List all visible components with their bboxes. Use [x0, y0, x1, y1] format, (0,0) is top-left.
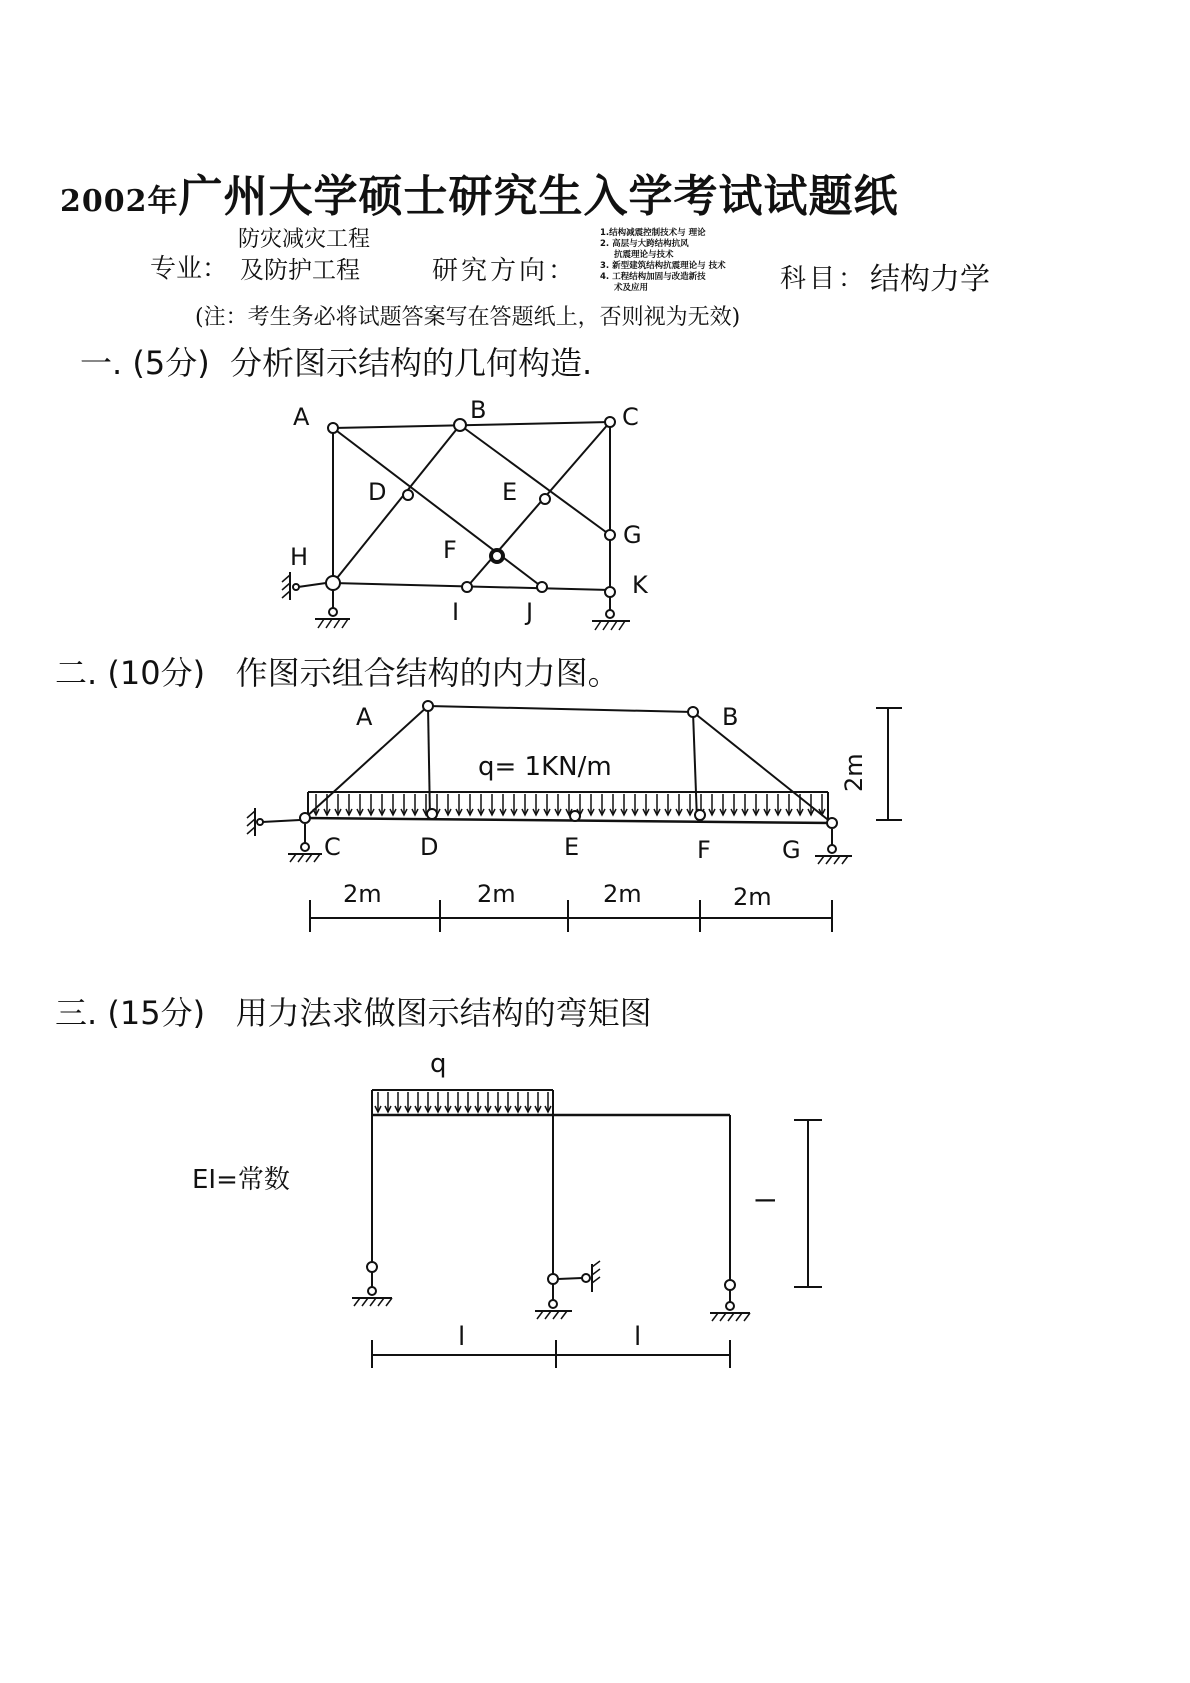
node-label-f: F [443, 536, 457, 564]
node-label-g: G [623, 521, 642, 549]
span-label-4: 2m [733, 883, 772, 911]
hinge-d [427, 809, 437, 819]
exam-note: (注：考生务必将试题答案写在答题纸上，否则视为无效) [195, 305, 741, 330]
support-middle [535, 1261, 600, 1319]
hinge-a [328, 423, 338, 433]
figure-1-truss [282, 396, 649, 630]
stiffness-label: EI=常数 [192, 1165, 290, 1195]
member-b-f [693, 712, 697, 820]
exam-year: 2002年 [60, 184, 179, 219]
hinge-f [491, 550, 503, 562]
node-label-c: C [622, 403, 639, 431]
load-arrows [313, 794, 825, 815]
member-diagonal-h-b [333, 425, 460, 583]
node-label-a: A [293, 403, 310, 431]
span-dimension [372, 1340, 730, 1368]
hinge-b [688, 707, 698, 717]
beam-cg [305, 818, 832, 823]
major-line2: 及防护工程 [240, 256, 360, 284]
question-3-number: 三. [55, 994, 98, 1032]
node-label-f: F [697, 836, 711, 864]
support-c [247, 808, 322, 862]
major-label: 专业： [150, 254, 229, 284]
support-left [352, 1262, 392, 1306]
subject-label: 科目： [780, 264, 868, 294]
hinge-e [570, 811, 580, 821]
span-label-1: l [458, 1322, 466, 1352]
question-2-score: (10分) [107, 654, 206, 692]
hinge-f [695, 810, 705, 820]
node-label-g: G [782, 836, 801, 864]
node-label-b: B [470, 396, 487, 424]
member-b-g [693, 712, 832, 823]
height-label: 2m [840, 753, 868, 792]
hinge-a [423, 701, 433, 711]
hinge-k [605, 587, 615, 597]
hinge-g [605, 530, 615, 540]
question-2-number: 二. [55, 654, 98, 692]
question-2-text: 作图示组合结构的内力图。 [235, 654, 620, 692]
hinge-e [540, 494, 550, 504]
node-label-h: H [290, 543, 309, 571]
load-arrows [375, 1092, 551, 1112]
node-label-i: I [452, 598, 460, 626]
direction-item: 4. 工程结构加固与改造新技 [600, 272, 706, 282]
question-1-text: 分析图示结构的几何构造. [230, 344, 593, 382]
support-g [815, 829, 852, 864]
height-label: l [752, 1196, 782, 1204]
direction-item: 1.结构减震控制技术与 理论 [600, 228, 706, 238]
question-1-number: 一. [80, 344, 123, 382]
direction-item: 3. 新型建筑结构抗震理论与 技术 [600, 261, 726, 271]
hinge-b [454, 419, 466, 431]
node-label-j: J [526, 598, 534, 626]
height-dimension [794, 1120, 822, 1287]
direction-item: 抗震理论与技术 [614, 250, 674, 260]
hinge-c [605, 417, 615, 427]
subject-value: 结构力学 [870, 262, 990, 297]
hinge-j [537, 582, 547, 592]
node-label-d: D [420, 833, 439, 861]
member-a-d [428, 706, 430, 818]
question-3-score: (15分) [107, 994, 206, 1032]
span-label-3: 2m [603, 880, 642, 908]
direction-item: 术及应用 [614, 283, 649, 293]
member-diagonal-b-g [460, 425, 610, 535]
height-dimension [876, 708, 902, 820]
node-label-k: K [632, 571, 648, 599]
load-label: q= 1KN/m [478, 752, 612, 782]
hinge-h [326, 576, 340, 590]
node-label-a: A [356, 703, 373, 731]
span-label-2: 2m [477, 880, 516, 908]
question-1-score: (5分) [132, 344, 210, 382]
node-label-d: D [368, 478, 387, 506]
node-label-e: E [502, 478, 518, 506]
node-label-e: E [564, 833, 580, 861]
hinge-i [462, 582, 472, 592]
node-label-c: C [324, 833, 341, 861]
span-label-2: l [634, 1322, 642, 1352]
span-label-1: 2m [343, 880, 382, 908]
major-line1: 防灾减灾工程 [238, 227, 371, 252]
support-k [592, 597, 630, 630]
hinge-d [403, 490, 413, 500]
hinge-c [300, 813, 310, 823]
exam-title: 广州大学硕士研究生入学考试试题纸 [178, 171, 899, 222]
direction-label: 研究方向： [432, 256, 578, 286]
figure-3-frame [192, 1049, 822, 1368]
hinge-g [827, 818, 837, 828]
load-label: q [430, 1049, 447, 1079]
question-3-text: 用力法求做图示结构的弯矩图 [235, 994, 652, 1032]
direction-item: 2. 高层与大跨结构抗风 [600, 239, 689, 249]
support-right [710, 1280, 750, 1321]
figure-2-composite [247, 701, 902, 932]
member-a-b [428, 706, 693, 712]
node-label-b: B [722, 703, 739, 731]
